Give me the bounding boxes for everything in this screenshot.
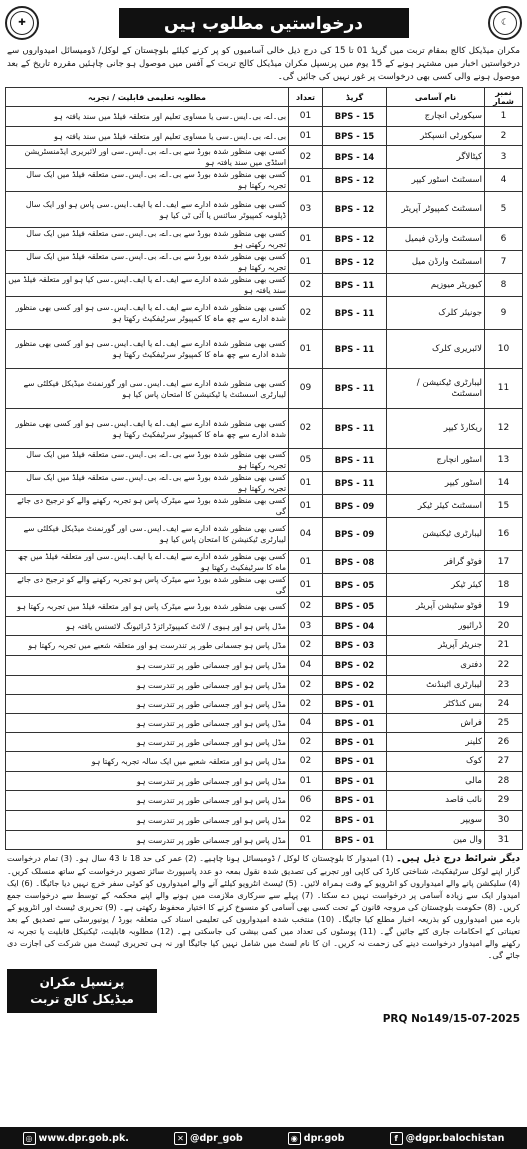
- cell-sno: 11: [485, 369, 523, 409]
- cell-post: سیکورٹی انسپکٹر: [387, 127, 485, 146]
- cell-post: اسسٹنٹ اسٹور کیپر: [387, 169, 485, 192]
- table-row: [6, 330, 523, 369]
- cell-qty: 01: [289, 831, 323, 850]
- cell-post: فوٹو سٹیشن آپریٹر: [387, 597, 485, 617]
- cell-qualification: کسی بھی منظور شدہ ادارے سے ایف۔ایس۔سی اور گورنمنٹ میڈیکل فیکلٹی سے لیبارٹری اسسٹنٹ یا ٹیکنیشن کا امتحان پاس کیا ہو: [6, 369, 289, 409]
- cell-qualification: کسی بھی منظور شدہ ادارے سے ایف۔اے یا ایف۔ایس۔سی کیا ہو اور متعلقہ فیلڈ میں سند یافتہ ہو: [6, 274, 289, 297]
- table-row: [6, 831, 523, 850]
- table-row: [6, 733, 523, 752]
- table-row: [6, 695, 523, 714]
- cell-qty: 04: [289, 656, 323, 676]
- cell-post: جنریٹر آپریٹر: [387, 636, 485, 656]
- cell-sno: 26: [485, 733, 523, 752]
- cell-qty: 03: [289, 617, 323, 636]
- footer-instagram[interactable]: ◉ dpr.gob: [288, 1132, 345, 1145]
- table-row: [6, 472, 523, 495]
- cell-grade: BPS - 02: [323, 656, 387, 676]
- cell-qty: 02: [289, 274, 323, 297]
- cell-sno: 5: [485, 192, 523, 228]
- table-row: [6, 127, 523, 146]
- cell-qty: 01: [289, 169, 323, 192]
- cell-sno: 2: [485, 127, 523, 146]
- signature-area: [5, 965, 522, 1025]
- cell-grade: BPS - 12: [323, 192, 387, 228]
- cell-grade: BPS - 05: [323, 597, 387, 617]
- instagram-icon: ◉: [288, 1132, 301, 1145]
- cell-post: دفتری: [387, 656, 485, 676]
- cell-qty: 01: [289, 251, 323, 274]
- cell-qty: 01: [289, 472, 323, 495]
- cell-qualification: مڈل پاس ہو اور جسمانی طور پر تندرست ہو: [6, 714, 289, 733]
- table-body: [6, 107, 523, 850]
- cell-grade: BPS - 03: [323, 636, 387, 656]
- header: [5, 4, 522, 42]
- cell-grade: BPS - 01: [323, 831, 387, 850]
- cell-qty: 01: [289, 228, 323, 251]
- header-sno: نمبر شمار: [485, 88, 523, 107]
- cell-qty: 01: [289, 495, 323, 518]
- cell-qty: 01: [289, 107, 323, 127]
- table-row: [6, 714, 523, 733]
- footer-website[interactable]: ◎ www.dpr.gob.pk.: [23, 1132, 129, 1145]
- table-header-row: [6, 88, 523, 107]
- cell-sno: 12: [485, 409, 523, 449]
- table-row: [6, 772, 523, 791]
- cell-qualification: کسی بھی منظور شدہ بورڈ سے بی۔اے، بی۔ایس۔سی متعلقہ فیلڈ میں ایک سال تجربہ رکھتا ہو: [6, 251, 289, 274]
- cell-qualification: کسی بھی منظور شدہ ادارے سے ایف۔ایس۔سی اور گورنمنٹ میڈیکل فیکلٹی سے لیبارٹری ٹیکنیشن کا امتحان پاس کیا ہو: [6, 518, 289, 551]
- cell-qty: 02: [289, 597, 323, 617]
- table-row: [6, 551, 523, 574]
- cell-qualification: مڈل پاس ہو اور جسمانی طور پر تندرست ہو: [6, 695, 289, 714]
- terms-section: [7, 852, 520, 961]
- cell-post: لیبارٹری ٹیکنیشن: [387, 518, 485, 551]
- cell-qualification: کسی بھی منظور شدہ ادارے سے ایف۔اے یا ایف۔ایس۔سی ہو اور کسی بھی منظور شدہ ادارے سے چھ ماہ کا کمپیوٹر سرٹیفکیٹ رکھتا ہو: [6, 330, 289, 369]
- footer-facebook[interactable]: f @dgpr.balochistan: [390, 1132, 505, 1145]
- cell-qty: 02: [289, 146, 323, 169]
- cell-post: اسسٹنٹ وارڈن فیمیل: [387, 228, 485, 251]
- cell-qty: 02: [289, 297, 323, 330]
- cell-qty: 01: [289, 574, 323, 597]
- cell-qualification: کسی بھی منظور شدہ بورڈ سے میٹرک پاس ہو اور متعلقہ فیلڈ میں تجربہ رکھتا ہو: [6, 597, 289, 617]
- cell-qualification: کسی بھی منظور شدہ ادارے سے ایف۔اے یا ایف۔ایس۔سی ہو اور کسی بھی منظور شدہ ادارے سے چھ ماہ کا کمپیوٹر سرٹیفکیٹ رکھتا ہو: [6, 297, 289, 330]
- cell-grade: BPS - 01: [323, 733, 387, 752]
- cell-grade: BPS - 01: [323, 791, 387, 811]
- cell-sno: 17: [485, 551, 523, 574]
- table-row: [6, 274, 523, 297]
- cell-qualification: کسی بھی منظور شدہ بورڈ سے میٹرک پاس ہو تجربہ رکھنے والے کو ترجیح دی جائے گی: [6, 495, 289, 518]
- cell-grade: BPS - 01: [323, 811, 387, 831]
- cell-post: اسسٹنٹ کمپیوٹر آپریٹر: [387, 192, 485, 228]
- cell-qualification: بی۔اے، بی۔ایس۔سی یا مساوی تعلیم اور متعلقہ فیلڈ میں سند یافتہ ہو: [6, 127, 289, 146]
- cell-post: لائبریری کلرک: [387, 330, 485, 369]
- table-row: [6, 752, 523, 772]
- cell-qualification: کسی بھی منظور شدہ بورڈ سے بی۔اے، بی۔ایس۔سی متعلقہ فیلڈ میں ایک سال تجربہ رکھتا ہو: [6, 472, 289, 495]
- cell-grade: BPS - 01: [323, 695, 387, 714]
- table-row: [6, 676, 523, 695]
- cell-post: لیبارٹری ٹیکنیشن / اسسٹنٹ: [387, 369, 485, 409]
- cell-post: وال مین: [387, 831, 485, 850]
- cell-post: نائب قاصد: [387, 791, 485, 811]
- college-seal-icon: ✚: [5, 6, 39, 40]
- cell-qty: 02: [289, 752, 323, 772]
- cell-grade: BPS - 11: [323, 330, 387, 369]
- cell-qty: 02: [289, 409, 323, 449]
- cell-sno: 16: [485, 518, 523, 551]
- cell-grade: BPS - 12: [323, 228, 387, 251]
- header-grade: گریڈ: [323, 88, 387, 107]
- cell-post: سیکورٹی انچارج: [387, 107, 485, 127]
- cell-sno: 10: [485, 330, 523, 369]
- cell-post: جونیئر کلرک: [387, 297, 485, 330]
- cell-qualification: مڈل پاس ہو اور جسمانی طور پر تندرست ہو: [6, 772, 289, 791]
- cell-sno: 15: [485, 495, 523, 518]
- table-row: [6, 297, 523, 330]
- table-row: [6, 449, 523, 472]
- facebook-icon: f: [390, 1132, 403, 1145]
- cell-grade: BPS - 05: [323, 574, 387, 597]
- terms-body: (1) امیدوار کا بلوچستان کا لوکل / ڈومیسائل ہونا چاہیے۔ (2) عمر کی حد 18 تا 43 سال ہو۔ (3) تمام درخواست گزار اپنے لوکل سرٹیفکیٹ، شناختی کارڈ کی کاپی اور تجربے کی تصدیق شدہ نقول بمعہ دو عدد پاسپورٹ سائز تصویر درخواست کے ساتھ منسلک کریں۔ (4) سلیکشن پانے والے امیدواروں کو انٹرویو کے وقت ہمراہ لائیں۔ (5) ٹیسٹ انٹرویو کیلئے آنے والے امیدواروں کو کوئی سفر خرچ نہیں دیا جائیگا۔ (6) ایک امیدوار ایک سے زیادہ آسامی پر درخواست نہیں دے سکتا۔ (7) پہلے سے سرکاری ملازمت میں ہونے والے اپنے محکمہ کے توسط سے درخواست جمع کریں۔ (8) حکومت بلوچستان کی مروجہ قانون کے تحت کسی بھی آسامی کو منسوخ کرنے کا اختیار محفوظ رکھتی ہے۔ (9) تحریری ٹیسٹ اور انٹرویو کے بارے میں امیدواروں کو بذریعہ اخبار مطلع کیا جائیگا۔ (10) منتخب شدہ امیدواروں کی تعلیمی اسناد کی متعلقہ بورڈ / یونیورسٹی سے تصدیق کے بعد تعیناتی کے احکامات جاری کئے جائیں گے۔ (11) پوسٹوں کی تعداد میں کمی بیشی کی جاسکتی ہے۔ (12) مطلوبہ قابلیت، ٹیکنیکل قابلیت یا تجربہ نہ رکھنے والے امیدوار درخواست دینے کی زحمت نہ کریں۔ ان کا نام لسٹ میں شامل نہیں کیا جائیگا اور نہ ہی تحریری ٹیسٹ میں شرکت کی اجازت دی جائے گی۔: [7, 853, 521, 960]
- table-row: [6, 169, 523, 192]
- cell-grade: BPS - 11: [323, 274, 387, 297]
- cell-sno: 20: [485, 617, 523, 636]
- cell-grade: BPS - 11: [323, 472, 387, 495]
- cell-qualification: مڈل پاس ہو اور جسمانی طور پر تندرست ہو: [6, 733, 289, 752]
- cell-sno: 19: [485, 597, 523, 617]
- cell-qualification: کسی بھی منظور شدہ بورڈ سے میٹرک پاس ہو تجربہ رکھنے والے کو ترجیح دی جائے گی: [6, 574, 289, 597]
- cell-sno: 14: [485, 472, 523, 495]
- cell-qty: 01: [289, 330, 323, 369]
- cell-sno: 22: [485, 656, 523, 676]
- cell-post: مالی: [387, 772, 485, 791]
- cell-grade: BPS - 11: [323, 409, 387, 449]
- table-row: [6, 636, 523, 656]
- cell-sno: 28: [485, 772, 523, 791]
- cell-grade: BPS - 12: [323, 169, 387, 192]
- globe-icon: ◎: [23, 1132, 36, 1145]
- cell-post: فراش: [387, 714, 485, 733]
- table-row: [6, 369, 523, 409]
- cell-post: ریکارڈ کیپر: [387, 409, 485, 449]
- cell-sno: 1: [485, 107, 523, 127]
- header-qualification: مطلوبہ تعلیمی قابلیت / تجربہ: [6, 88, 289, 107]
- cell-qualification: مڈل پاس ہو اور جسمانی طور پر تندرست ہو: [6, 791, 289, 811]
- page-title: درخواستیں مطلوب ہیں: [119, 8, 409, 38]
- cell-post: لیبارٹری اٹینڈنٹ: [387, 676, 485, 695]
- cell-sno: 21: [485, 636, 523, 656]
- table-row: [6, 791, 523, 811]
- cell-qty: 02: [289, 676, 323, 695]
- cell-post: فوٹو گرافر: [387, 551, 485, 574]
- cell-post: کوک: [387, 752, 485, 772]
- cell-sno: 6: [485, 228, 523, 251]
- table-row: [6, 409, 523, 449]
- cell-qualification: مڈل پاس ہو اور متعلقہ شعبے میں ایک سالہ تجربہ رکھتا ہو: [6, 752, 289, 772]
- cell-post: بس کنڈکٹر: [387, 695, 485, 714]
- cell-post: اسسٹنٹ کیئر ٹیکر: [387, 495, 485, 518]
- prq-number: PRQ No149/15-07-2025: [382, 1013, 520, 1025]
- cell-qualification: کسی بھی منظور شدہ ادارے سے ایف۔اے یا ایف۔ایس۔سی پاس ہو اور ایک سال ڈپلومہ کمپیوٹر سائنس یا آئی ٹی کیا ہو: [6, 192, 289, 228]
- cell-qty: 03: [289, 192, 323, 228]
- cell-sno: 25: [485, 714, 523, 733]
- cell-sno: 4: [485, 169, 523, 192]
- cell-grade: BPS - 04: [323, 617, 387, 636]
- table-row: [6, 146, 523, 169]
- intro-paragraph: مکران میڈیکل کالج بمقام تربت میں گریڈ 01 تا 15 کی درج ذیل خالی آسامیوں کو پر کرنے کیلئے بلوچستان کے لوکل/ ڈومیسائل امیدواروں سے درخواستیں اخبار میں مشتہر ہونے کے 15 یوم میں پرنسپل مکران میڈیکل کالج تربت کے آفس میں موصول ہو جانی چاہئیں مقررہ تاریخ کے بعد موصول ہونے والی کسی بھی درخواست پر غور نہیں کی جائیں گی۔: [7, 46, 521, 82]
- cell-qualification: کسی بھی منظور شدہ بورڈ سے بی۔اے، بی۔ایس۔سی متعلقہ فیلڈ میں ایک سال تجربہ رکھتا ہو: [6, 449, 289, 472]
- cell-qualification: مڈل پاس ہو جسمانی طور پر تندرست ہو اور متعلقہ شعبے میں تجربہ رکھتا ہو: [6, 636, 289, 656]
- cell-sno: 3: [485, 146, 523, 169]
- footer-twitter[interactable]: ✕ @dpr_gob: [174, 1132, 243, 1145]
- table-row: [6, 495, 523, 518]
- cell-qualification: کسی بھی منظور شدہ ادارے سے ایف۔اے یا ایف۔ایس۔سی اور متعلقہ فیلڈ میں چھ ماہ کا سرٹیفکیٹ رکھتا ہو: [6, 551, 289, 574]
- cell-grade: BPS - 01: [323, 772, 387, 791]
- cell-grade: BPS - 12: [323, 251, 387, 274]
- cell-qualification: مڈل پاس ہو اور جسمانی طور پر تندرست ہو: [6, 656, 289, 676]
- table-row: [6, 574, 523, 597]
- cell-qualification: مڈل پاس ہو اور ہیوی / لائٹ کمپیوٹرائزڈ ڈرائیونگ لائسنس یافتہ ہو: [6, 617, 289, 636]
- principal-signature-box: [7, 969, 157, 1013]
- cell-sno: 29: [485, 791, 523, 811]
- cell-post: کلینر: [387, 733, 485, 752]
- cell-grade: BPS - 11: [323, 297, 387, 330]
- cell-sno: 31: [485, 831, 523, 850]
- cell-grade: BPS - 02: [323, 676, 387, 695]
- cell-qualification: کسی بھی منظور شدہ بورڈ سے بی۔اے، بی۔ایس۔سی متعلقہ فیلڈ میں ایک سال تجربہ رکھتی ہو: [6, 228, 289, 251]
- cell-post: ڈرائیور: [387, 617, 485, 636]
- cell-qty: 02: [289, 695, 323, 714]
- cell-qualification: مڈل پاس ہو اور جسمانی طور پر تندرست ہو: [6, 831, 289, 850]
- footer-bar: [0, 1127, 527, 1149]
- cell-sno: 9: [485, 297, 523, 330]
- cell-qty: 01: [289, 127, 323, 146]
- cell-qty: 02: [289, 811, 323, 831]
- cell-qty: 01: [289, 551, 323, 574]
- cell-post: کیٹالاگر: [387, 146, 485, 169]
- table-row: [6, 107, 523, 127]
- cell-qty: 09: [289, 369, 323, 409]
- cell-sno: 8: [485, 274, 523, 297]
- table-row: [6, 228, 523, 251]
- cell-qty: 06: [289, 791, 323, 811]
- cell-sno: 18: [485, 574, 523, 597]
- cell-grade: BPS - 08: [323, 551, 387, 574]
- table-row: [6, 192, 523, 228]
- cell-grade: BPS - 14: [323, 146, 387, 169]
- cell-grade: BPS - 01: [323, 714, 387, 733]
- terms-title: دیگر شرائط درج ذیل ہیں۔: [396, 853, 521, 864]
- cell-sno: 30: [485, 811, 523, 831]
- cell-grade: BPS - 09: [323, 518, 387, 551]
- cell-post: اسٹور انچارج: [387, 449, 485, 472]
- cell-qualification: مڈل پاس ہو اور جسمانی طور پر تندرست ہو: [6, 811, 289, 831]
- cell-qualification: مڈل پاس ہو اور جسمانی طور پر تندرست ہو: [6, 676, 289, 695]
- cell-qty: 02: [289, 636, 323, 656]
- cell-grade: BPS - 15: [323, 107, 387, 127]
- principal-line-2: میڈیکل کالج تربت: [30, 992, 134, 1006]
- table-row: [6, 656, 523, 676]
- cell-qty: 01: [289, 772, 323, 791]
- cell-sno: 7: [485, 251, 523, 274]
- government-seal-icon: ☾: [488, 6, 522, 40]
- cell-grade: BPS - 11: [323, 449, 387, 472]
- table-row: [6, 811, 523, 831]
- cell-qty: 04: [289, 714, 323, 733]
- cell-qty: 04: [289, 518, 323, 551]
- cell-qualification: بی۔اے، بی۔ایس۔سی یا مساوی تعلیم اور متعلقہ فیلڈ میں سند یافتہ ہو: [6, 107, 289, 127]
- table-row: [6, 518, 523, 551]
- twitter-icon: ✕: [174, 1132, 187, 1145]
- table-row: [6, 597, 523, 617]
- cell-qualification: کسی بھی منظور شدہ بورڈ سے بی۔اے، بی۔ایس۔سی اور لائبریری ایڈمنسٹریشن اسٹڈی میں سند یافتہ ہو: [6, 146, 289, 169]
- cell-grade: BPS - 11: [323, 369, 387, 409]
- cell-grade: BPS - 09: [323, 495, 387, 518]
- cell-sno: 13: [485, 449, 523, 472]
- cell-qualification: کسی بھی منظور شدہ ادارے سے ایف۔اے یا ایف۔ایس۔سی ہو اور کسی بھی منظور شدہ ادارے سے چھ ماہ کا کمپیوٹر سرٹیفکیٹ رکھتا ہو: [6, 409, 289, 449]
- table-row: [6, 617, 523, 636]
- header-post: نام آسامی: [387, 88, 485, 107]
- cell-sno: 24: [485, 695, 523, 714]
- principal-line-1: پرنسپل مکران: [39, 975, 125, 989]
- cell-qty: 05: [289, 449, 323, 472]
- cell-qualification: کسی بھی منظور شدہ بورڈ سے بی۔اے، بی۔ایس۔سی متعلقہ فیلڈ میں ایک سال تجربہ رکھتا ہو: [6, 169, 289, 192]
- header-qty: تعداد: [289, 88, 323, 107]
- cell-grade: BPS - 01: [323, 752, 387, 772]
- cell-post: کیئر ٹیکر: [387, 574, 485, 597]
- cell-qty: 02: [289, 733, 323, 752]
- cell-post: اسسٹنٹ وارڈن میل: [387, 251, 485, 274]
- cell-sno: 23: [485, 676, 523, 695]
- vacancy-table: [5, 87, 523, 850]
- cell-grade: BPS - 15: [323, 127, 387, 146]
- cell-sno: 27: [485, 752, 523, 772]
- cell-post: کیوریٹر میوزیم: [387, 274, 485, 297]
- table-row: [6, 251, 523, 274]
- cell-post: اسٹور کیپر: [387, 472, 485, 495]
- cell-post: سویپر: [387, 811, 485, 831]
